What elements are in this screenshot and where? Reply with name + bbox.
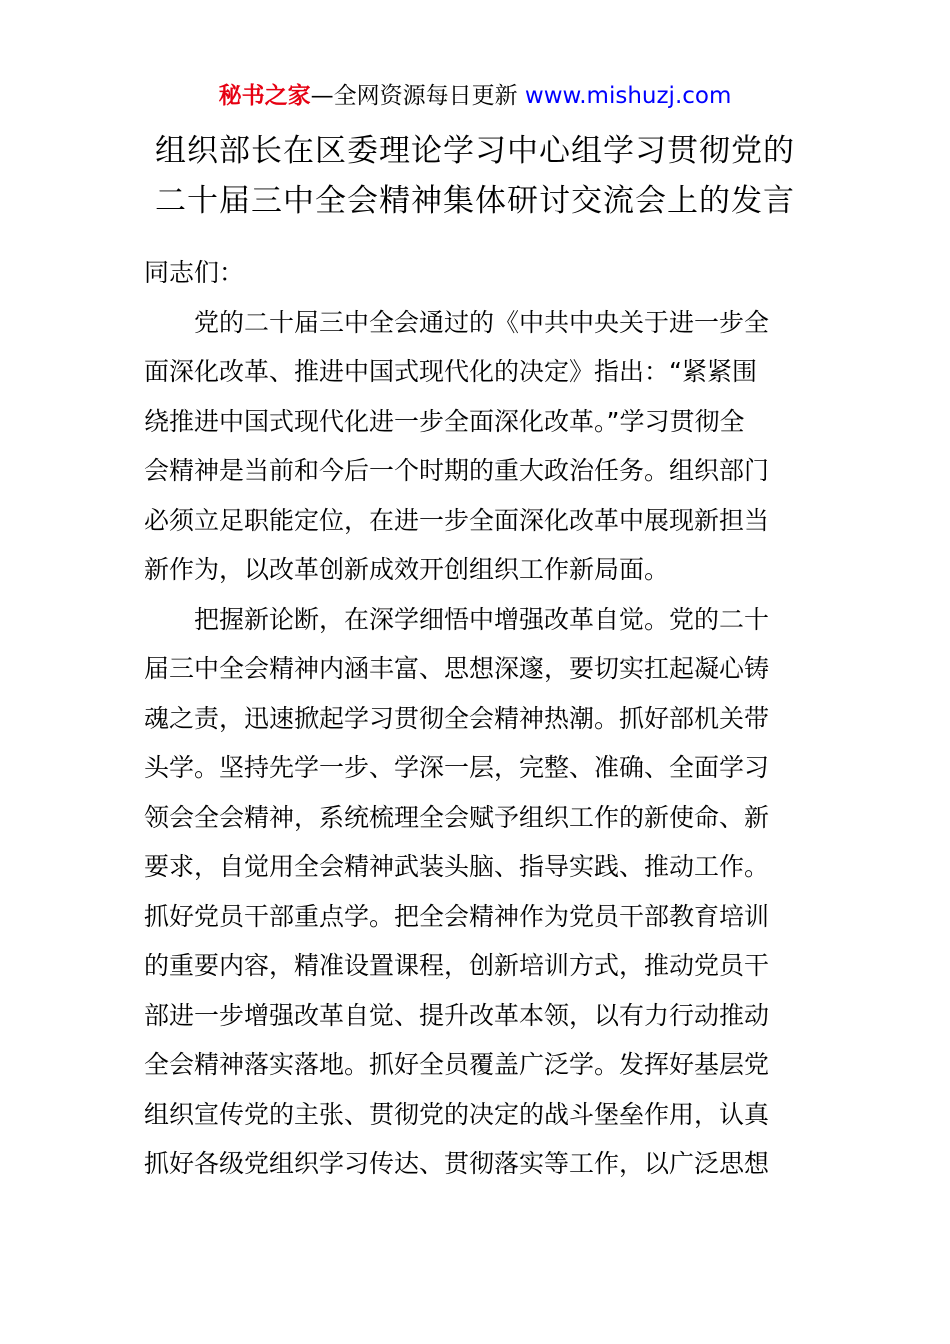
document-title: [0, 126, 950, 226]
body-line: 全会精神落实落地。抓好全员覆盖广泛学。发挥好基层党: [144, 1050, 770, 1079]
body-line: 魂之责，迅速掀起学习贯彻全会精神热潮。抓好部机关带: [144, 703, 770, 733]
body-line: 届三中全会精神内涵丰富、思想深邃，要切实扛起凝心铸: [144, 654, 770, 683]
body-line: 绕推进中国式现代化进一步全面深化改革。”学习贯彻全: [144, 406, 745, 436]
body-line: 抓好党员干部重点学。把全会精神作为党员干部教育培训: [144, 901, 770, 931]
title-line-2: 二十届三中全会精神集体研讨交流会上的发言: [155, 183, 795, 219]
body-line: 组织宣传党的主张、贯彻党的决定的战斗堡垒作用，认真: [144, 1099, 770, 1129]
body-line: 面深化改革、推进中国式现代化的决定》指出：“紧紧围: [144, 357, 757, 386]
site-url-link[interactable]: www.mishuzj.com: [524, 83, 732, 109]
body-line: 必须立足职能定位，在进一步全面深化改革中展现新担当: [144, 505, 770, 535]
body-line: 的重要内容，精准设置课程，创新培训方式，推动党员干: [144, 951, 770, 980]
title-line-1: 组织部长在区委理论学习中心组学习贯彻党的: [155, 133, 795, 169]
body-line: 头学。坚持先学一步、学深一层，完整、准确、全面学习: [144, 753, 770, 782]
body-line: 新作为，以改革创新成效开创组织工作新局面。: [144, 555, 670, 584]
document-body: [144, 248, 810, 1189]
site-header: [0, 80, 950, 112]
body-line: 会精神是当前和今后一个时期的重大政治任务。组织部门: [144, 456, 770, 485]
body-line: 部进一步增强改革自觉、提升改革本领，以有力行动推动: [144, 1000, 770, 1030]
brand-name: 秘书之家: [218, 83, 311, 109]
body-line: 同志们：: [144, 258, 245, 287]
body-line: 把握新论断，在深学细悟中增强改革自觉。党的二十: [144, 604, 770, 634]
body-line: 党的二十届三中全会通过的《中共中央关于进一步全: [144, 307, 770, 337]
site-tagline: —全网资源每日更新: [310, 83, 518, 109]
body-line: 要求，自觉用全会精神武装头脑、指导实践、推动工作。: [144, 852, 770, 881]
body-line: 领会全会精神，系统梳理全会赋予组织工作的新使命、新: [144, 802, 770, 832]
body-line: 抓好各级党组织学习传达、贯彻落实等工作，以广泛思想: [144, 1149, 770, 1178]
